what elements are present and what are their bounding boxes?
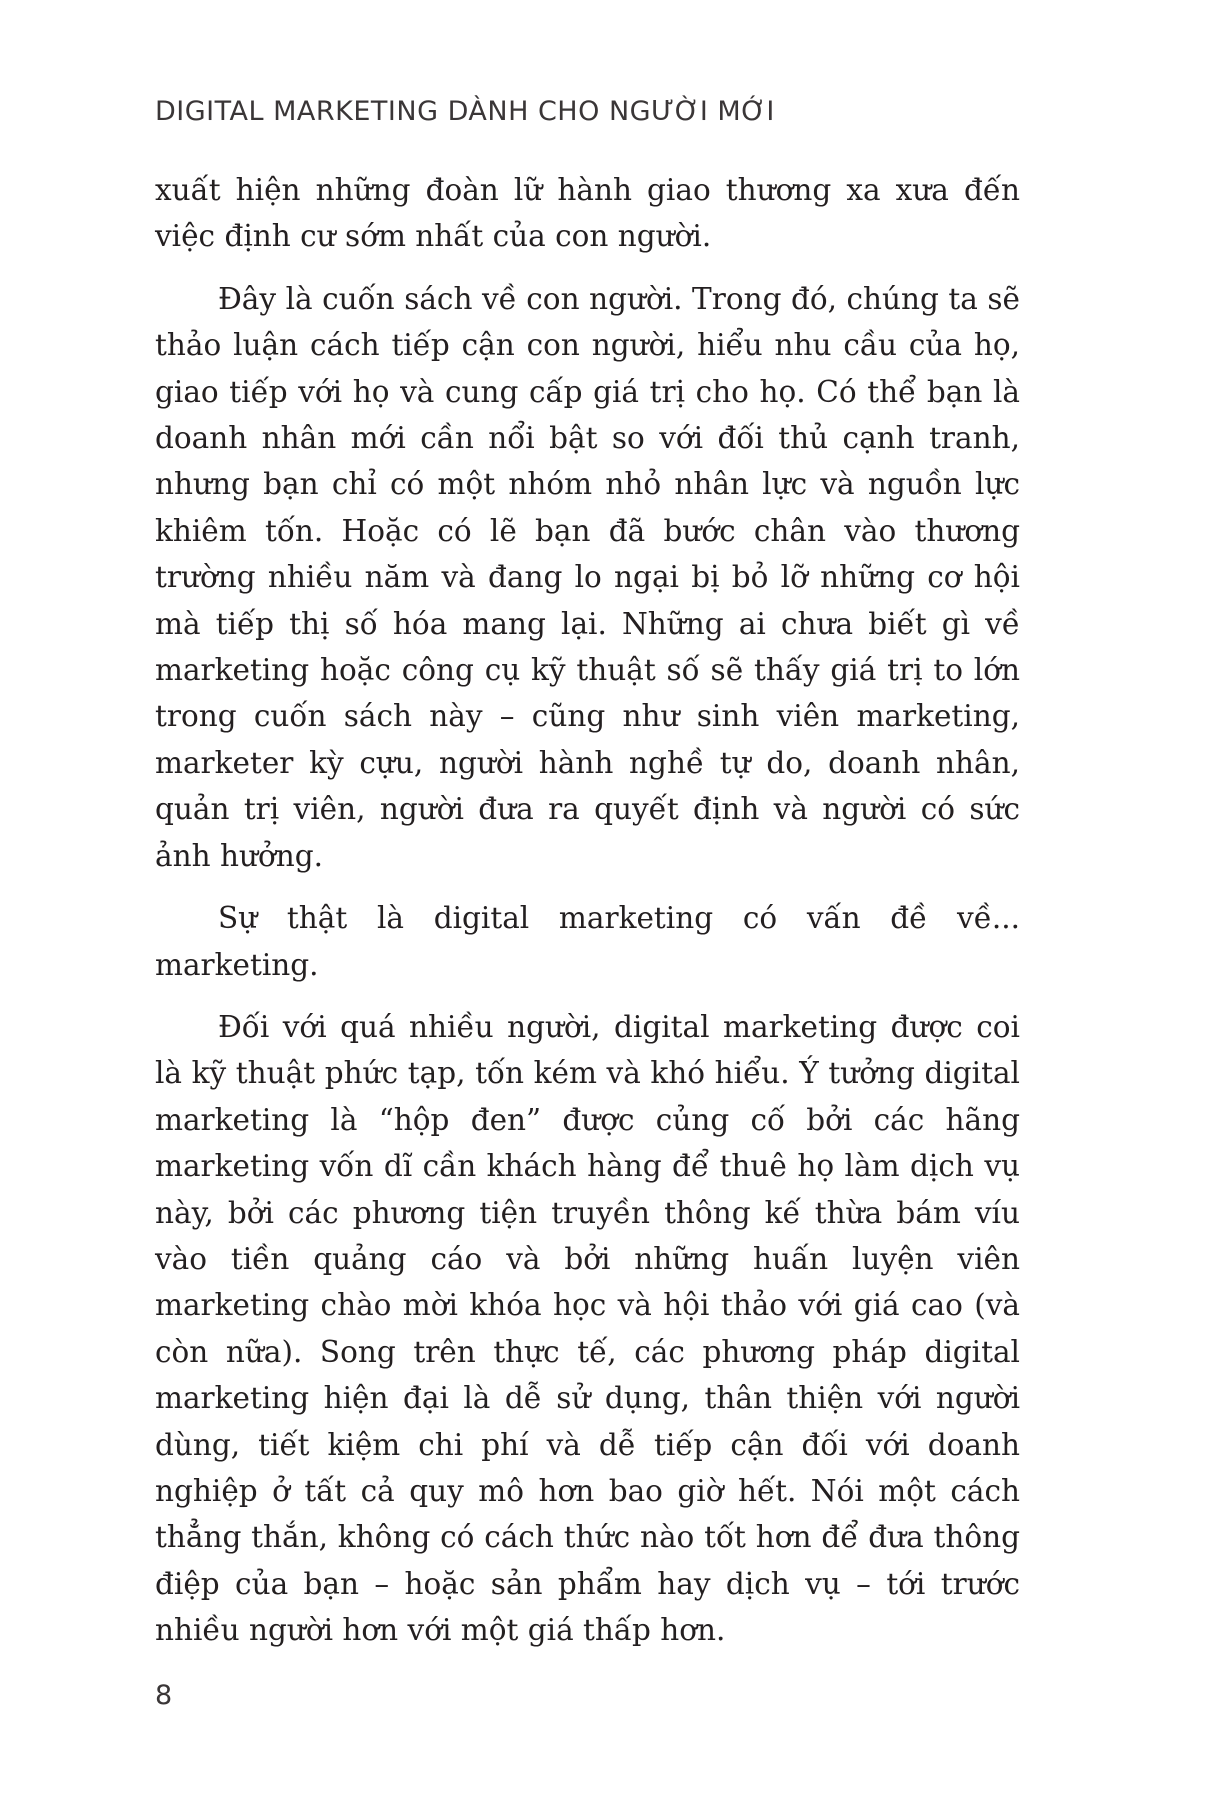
- paragraph: Sự thật là digital marketing có vấn đề về... marketing.: [155, 901, 1020, 982]
- paragraph: Đây là cuốn sách về con người. Trong đó, chúng ta sẽ thảo luận cách tiếp cận con người, hiểu nhu cầu của họ, giao tiếp với họ và cung cấp giá trị cho họ. Có thể bạn là doanh nhân mới cần nổi bật so với đối thủ cạnh tranh, nhưng bạn chỉ có một nhóm nhỏ nhân lực và nguồn lực khiêm tốn. Hoặc có lẽ bạn đã bước chân vào thương trường nhiều năm và đang lo ngại bị bỏ lỡ những cơ hội mà tiếp thị số hóa mang lại. Những ai chưa biết gì về marketing hoặc công cụ kỹ thuật số sẽ thấy giá trị to lớn trong cuốn sách này – cũng như sinh viên marketing, marketer kỳ cựu, người hành nghề tự do, doanh nhân, quản trị viên, người đưa ra quyết định và người có sức ảnh hưởng.: [155, 281, 1020, 873]
- paragraph: Đối với quá nhiều người, digital marketing được coi là kỹ thuật phức tạp, tốn kém và khó hiểu. Ý tưởng digital marketing là “hộp đen” được củng cố bởi các hãng marketing vốn dĩ cần khách hàng để thuê họ làm dịch vụ này, bởi các phương tiện truyền thông kế thừa bám víu vào tiền quảng cáo và bởi những huấn luyện viên marketing chào mời khóa học và hội thảo với giá cao (và còn nữa). Song trên thực tế, các phương pháp digital marketing hiện đại là dễ sử dụng, thân thiện với người dùng, tiết kiệm chi phí và dễ tiếp cận đối với doanh nghiệp ở tất cả quy mô hơn bao giờ hết. Nói một cách thẳng thắn, không có cách thức nào tốt hơn để đưa thông điệp của bạn – hoặc sản phẩm hay dịch vụ – tới trước nhiều người hơn với một giá thấp hơn.: [155, 1009, 1020, 1648]
- page-number: 8: [155, 1680, 173, 1711]
- body-text: [155, 167, 1020, 1670]
- running-head: DIGITAL MARKETING DÀNH CHO NGƯỜI MỚI: [155, 96, 775, 127]
- paragraph: xuất hiện những đoàn lữ hành giao thương xa xưa đến việc định cư sớm nhất của con người.: [155, 173, 1020, 254]
